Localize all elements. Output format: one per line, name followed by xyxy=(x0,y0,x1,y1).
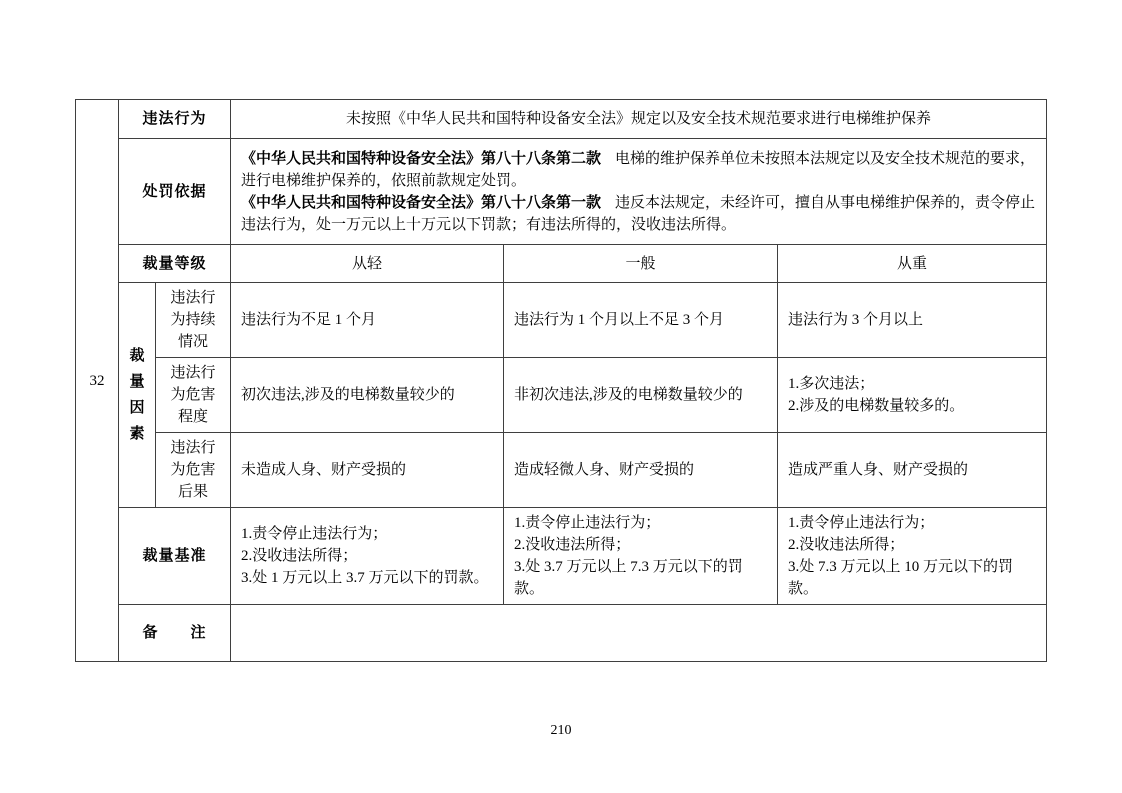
list-line: 1.多次违法； xyxy=(788,376,875,392)
factor-degree-name: 违法行为危害程度 xyxy=(156,358,231,433)
list-line: 3.处 7.3 万元以上 10 万元以下的罚款。 xyxy=(788,559,1014,597)
law-text: 违反本法规定，未经许可，擅自从事电梯维护保养的，责令停止违法行为，处一万元以上十万元以下罚款；有违法所得的，没收违法所得。 xyxy=(241,194,1036,233)
illegal-act-label: 违法行为 xyxy=(119,100,231,139)
discretion-factors-label xyxy=(119,283,156,508)
discretion-level-label: 裁量等级 xyxy=(119,245,231,283)
row-penalty-basis xyxy=(76,139,1047,245)
list-line: 2.没收违法所得； xyxy=(514,537,631,553)
factor-degree-light: 初次违法,涉及的电梯数量较少的 xyxy=(231,358,504,433)
level-normal: 一般 xyxy=(504,245,778,283)
factor-duration-heavy: 违法行为 3 个月以上 xyxy=(778,283,1047,358)
row-discretion-baseline xyxy=(76,508,1047,605)
factor-consequence-heavy: 造成严重人身、财产受损的 xyxy=(778,433,1047,508)
baseline-normal xyxy=(504,508,778,605)
level-heavy: 从重 xyxy=(778,245,1047,283)
factor-degree-heavy xyxy=(778,358,1047,433)
list-line: 2.涉及的电梯数量较多的。 xyxy=(788,398,965,414)
row-remarks xyxy=(76,605,1047,662)
discretion-standard-table xyxy=(75,99,1047,662)
factor-duration-normal: 违法行为 1 个月以上不足 3 个月 xyxy=(504,283,778,358)
list-line: 1.责令停止违法行为； xyxy=(788,515,935,531)
item-number: 32 xyxy=(76,100,119,662)
row-factor-degree xyxy=(76,358,1047,433)
penalty-basis-paragraph xyxy=(241,148,1036,192)
factor-duration-light: 违法行为不足 1 个月 xyxy=(231,283,504,358)
page-number: 210 xyxy=(550,723,572,738)
illegal-act-content: 未按照《中华人民共和国特种设备安全法》规定以及安全技术规范要求进行电梯维护保养 xyxy=(231,100,1047,139)
law-citation: 《中华人民共和国特种设备安全法》第八十八条第一款 xyxy=(241,193,602,211)
law-citation: 《中华人民共和国特种设备安全法》第八十八条第二款 xyxy=(241,149,602,167)
list-line: 1.责令停止违法行为； xyxy=(514,515,661,531)
factor-degree-normal: 非初次违法,涉及的电梯数量较少的 xyxy=(504,358,778,433)
baseline-heavy xyxy=(778,508,1047,605)
penalty-basis-content xyxy=(231,139,1047,245)
discretion-factors-label-text: 裁量因素 xyxy=(129,347,145,442)
list-line: 1.责令停止违法行为； xyxy=(241,526,388,542)
list-line: 2.没收违法所得； xyxy=(788,537,905,553)
list-line: 2.没收违法所得； xyxy=(241,548,358,564)
baseline-light xyxy=(231,508,504,605)
row-factor-duration xyxy=(76,283,1047,358)
remarks-content xyxy=(231,605,1047,662)
row-illegal-act xyxy=(76,100,1047,139)
level-light: 从轻 xyxy=(231,245,504,283)
row-factor-consequence xyxy=(76,433,1047,508)
row-discretion-level xyxy=(76,245,1047,283)
factor-consequence-light: 未造成人身、财产受损的 xyxy=(231,433,504,508)
factor-consequence-name: 违法行为危害后果 xyxy=(156,433,231,508)
penalty-basis-paragraph xyxy=(241,192,1036,236)
discretion-baseline-label: 裁量基准 xyxy=(119,508,231,605)
list-line: 3.处 3.7 万元以上 7.3 万元以下的罚款。 xyxy=(514,559,743,597)
factor-consequence-normal: 造成轻微人身、财产受损的 xyxy=(504,433,778,508)
remarks-label: 备 注 xyxy=(119,605,231,662)
law-text: 电梯的维护保养单位未按照本法规定以及安全技术规范的要求，进行电梯维护保养的，依照前款规定处罚。 xyxy=(241,150,1036,189)
factor-duration-name: 违法行为持续情况 xyxy=(156,283,231,358)
list-line: 3.处 1 万元以上 3.7 万元以下的罚款。 xyxy=(241,570,489,586)
penalty-basis-label: 处罚依据 xyxy=(119,139,231,245)
